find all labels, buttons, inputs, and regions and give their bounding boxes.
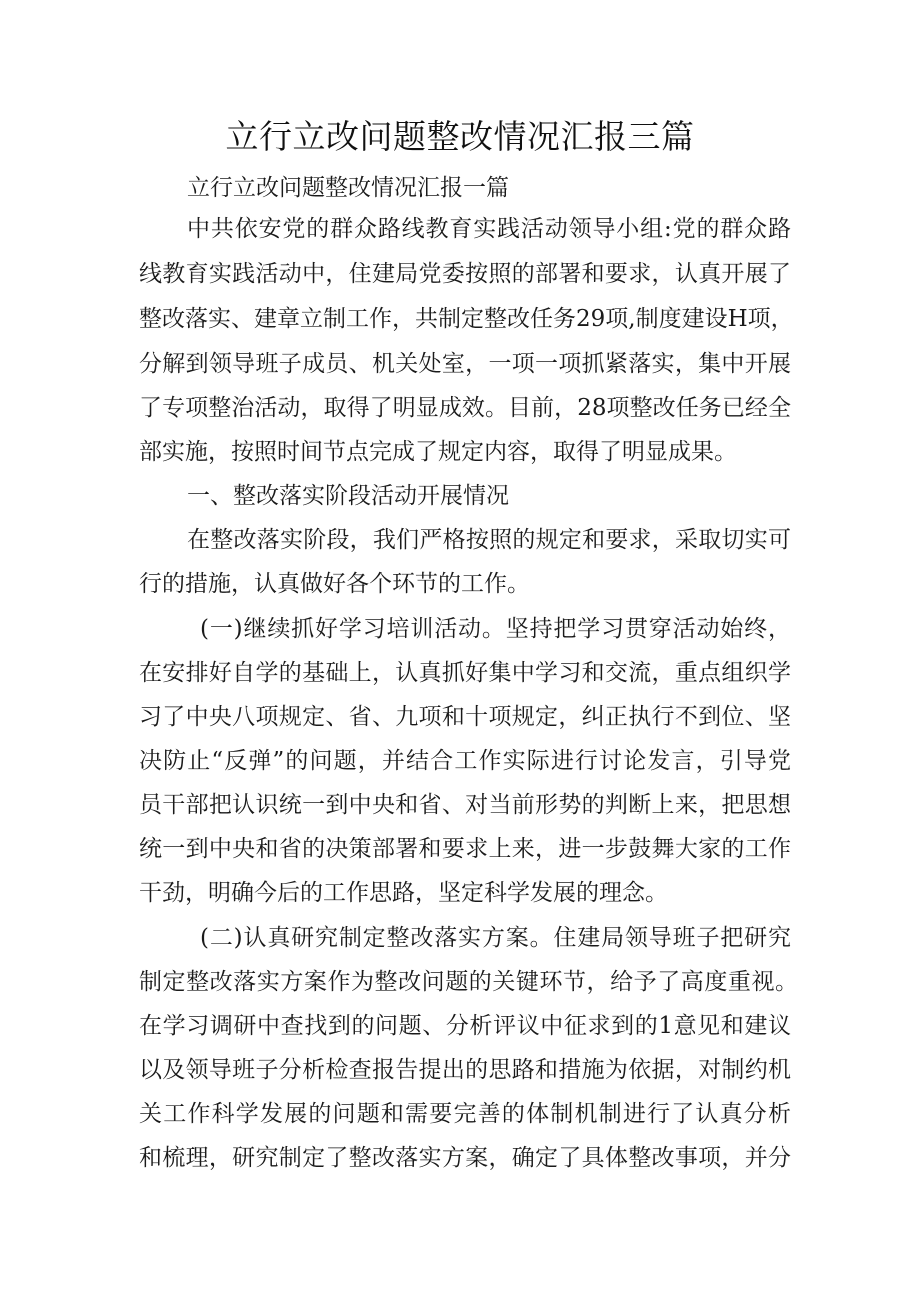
body-line: 员干部把认识统一到中央和省、对当前形势的判断上来，把思想 [139,792,791,818]
body-line: 中共依安党的群众路线教育实践活动领导小组:党的群众路 [187,216,791,242]
body-line: 部实施，按照时间节点完成了规定内容，取得了明显成果。 [139,439,737,465]
body-line: 制定整改落实方案作为整改问题的关键环节，给予了高度重视。 [139,969,798,995]
body-line: 整改落实、建章立制工作，共制定整改任务29项,制度建设H项， [139,306,794,332]
body-line: 行的措施，认真做好各个环节的工作。 [139,571,530,597]
body-line: 分解到领导班子成员、机关处室，一项一项抓紧落实，集中开展 [139,351,791,377]
body-line: 线教育实践活动中，住建局党委按照的部署和要求，认真开展了 [139,261,791,287]
body-line: 干劲，明确今后的工作思路，坚定科学发展的理念。 [139,880,668,906]
body-line: 习了中央八项规定、省、九项和十项规定，纠正执行不到位、坚 [139,704,791,730]
document-title: 立行立改问题整改情况汇报三篇 [225,117,695,156]
body-line: 决防止“反弹”的问题，并结合工作实际进行讨论发言，引导党 [139,748,791,774]
body-line: 在安排好自学的基础上，认真抓好集中学习和交流，重点组织学 [139,660,791,686]
body-line: 以及领导班子分析检查报告提出的思路和措施为依据，对制约机 [139,1057,791,1083]
body-line: 在学习调研中查找到的问题、分析评议中征求到的1意见和建议 [139,1013,791,1039]
body-line: 在整改落实阶段，我们严格按照的规定和要求，采取切实可 [187,527,791,553]
body-line: 关工作科学发展的问题和需要完善的体制机制进行了认真分析 [139,1101,791,1127]
body-line: (一)继续抓好学习培训活动。坚持把学习贯穿活动始终， [200,616,791,642]
body-line: 统一到中央和省的决策部署和要求上来，进一步鼓舞大家的工作 [139,836,791,862]
section-heading: 一、整改落实阶段活动开展情况 [187,483,509,509]
subtitle-line: 立行立改问题整改情况汇报一篇 [187,175,509,201]
body-line: (二)认真研究制定整改落实方案。住建局领导班子把研究 [200,925,791,951]
body-line: 了专项整治活动，取得了明显成效。目前，28项整改任务已经全 [139,395,791,421]
body-line: 和梳理，研究制定了整改落实方案，确定了具体整改事项，并分 [139,1145,791,1171]
